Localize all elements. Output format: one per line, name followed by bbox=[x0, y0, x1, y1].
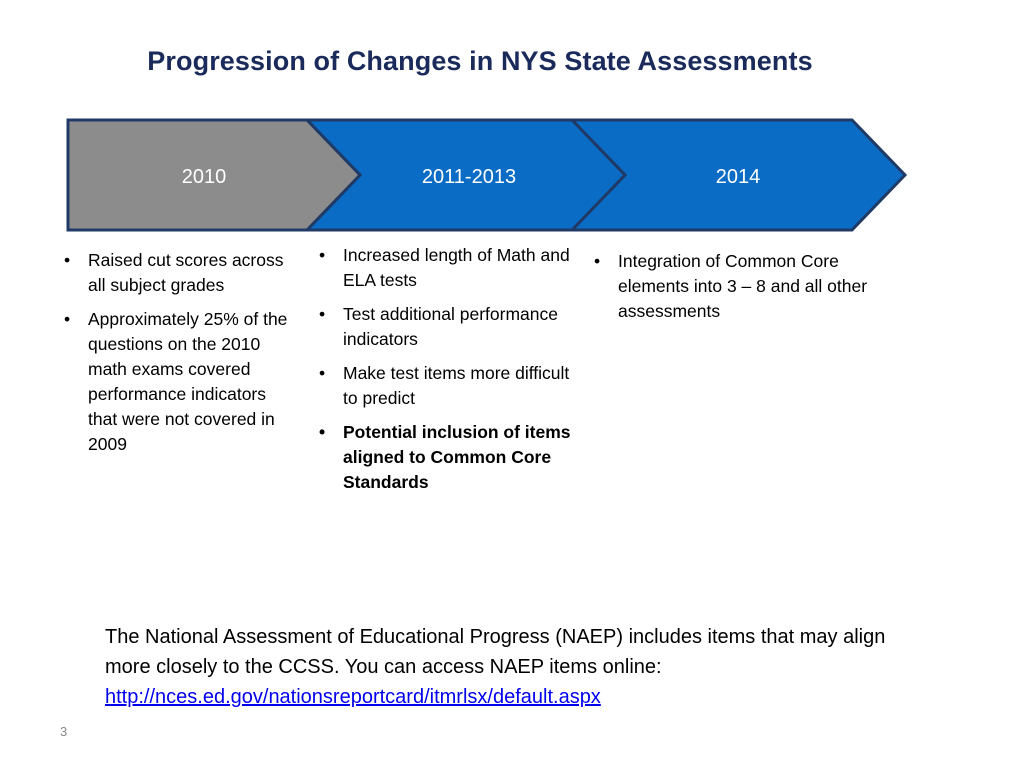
bullet-item: • Integration of Common Core elements into 3 – 8 and all other assessments bbox=[590, 249, 890, 324]
timeline bbox=[0, 0, 1024, 240]
slide-number: 3 bbox=[60, 724, 68, 739]
bullet-item-bold: • Potential inclusion of items aligned to Common Core Standards bbox=[315, 420, 585, 495]
stage-label: 2014 bbox=[715, 166, 761, 188]
bullet-item: • Approximately 25% of the questions on the 2010 math exams covered performance indicators that were not covered in 2009 bbox=[60, 307, 300, 457]
stage-2014-bullets bbox=[590, 249, 890, 333]
bullet-item: • Increased length of Math and ELA tests bbox=[315, 243, 585, 293]
bullet-item: • Make test items more difficult to predict bbox=[315, 361, 585, 411]
bullet-item: • Test additional performance indicators bbox=[315, 302, 585, 352]
slide-title: Progression of Changes in NYS State Assessments bbox=[147, 46, 813, 76]
stage-2010-bullets bbox=[60, 248, 300, 466]
stage-label: 2011-2013 bbox=[421, 166, 517, 188]
naep-link[interactable]: http://nces.ed.gov/nationsreportcard/itmrlsx/default.aspx bbox=[105, 686, 601, 708]
naep-note-text: The National Assessment of Educational Progress (NAEP) includes items that may align more closely to the CCSS. You can access NAEP items online: bbox=[105, 626, 886, 678]
stage-label: 2010 bbox=[181, 166, 227, 188]
naep-note bbox=[105, 622, 925, 712]
bullet-item: • Raised cut scores across all subject grades bbox=[60, 248, 300, 298]
stage-2011-2013-bullets bbox=[315, 243, 585, 504]
